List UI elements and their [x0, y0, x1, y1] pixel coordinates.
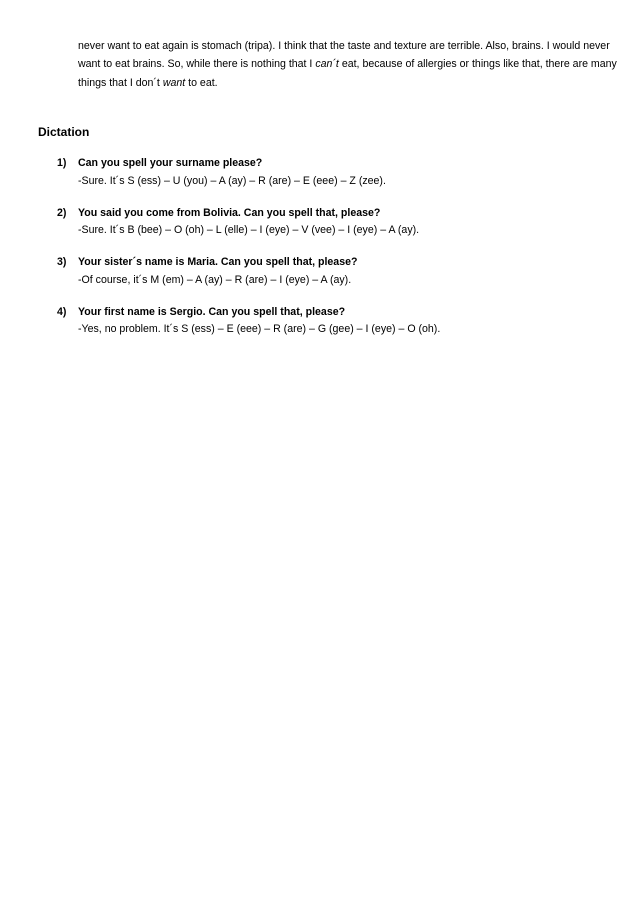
dictation-item: [0, 254, 638, 304]
intro-emphasis-cant: can´t: [315, 58, 339, 71]
item-number: 1): [57, 157, 67, 169]
dictation-item: [0, 155, 638, 205]
dictation-item: [0, 304, 638, 354]
dictation-list: [0, 155, 638, 353]
intro-text-part-3: to eat.: [185, 76, 218, 89]
item-answer: -Yes, no problem. It´s S (ess) – E (eee) – R (are) – G (gee) – I (eye) – O (oh).: [78, 323, 441, 336]
item-question: Can you spell your surname please?: [78, 157, 263, 169]
item-number: 4): [57, 305, 67, 318]
item-question: Your sister´s name is Maria. Can you spell that, please?: [78, 256, 358, 268]
item-answer: -Sure. It´s B (bee) – O (oh) – L (elle) – I (eye) – V (vee) – I (eye) – A (ay).: [78, 224, 420, 237]
item-number: 3): [57, 256, 67, 268]
intro-text-part-1: never want to eat again is stomach (tripa). I think that the taste and texture are terrible. Also, brains. I would never want to eat brains. So, while there is nothing that I: [78, 40, 610, 71]
section-heading-dictation: Dictation: [38, 125, 90, 139]
intro-paragraph: [78, 37, 618, 92]
intro-emphasis-want: want: [162, 76, 186, 89]
item-answer: -Sure. It´s S (ess) – U (you) – A (ay) – R (are) – E (eee) – Z (zee).: [78, 174, 386, 187]
item-question: You said you come from Bolivia. Can you spell that, please?: [78, 206, 381, 219]
intro-text-part-2: eat, because of allergies or things like that, there are many things that I don´t: [78, 58, 617, 89]
intro-text: [78, 37, 618, 92]
dictation-item: [0, 205, 638, 255]
item-question: Your first name is Sergio. Can you spell that, please?: [78, 305, 346, 318]
item-answer: -Of course, it´s M (em) – A (ay) – R (are) – I (eye) – A (ay).: [78, 273, 352, 286]
item-number: 2): [57, 206, 67, 219]
